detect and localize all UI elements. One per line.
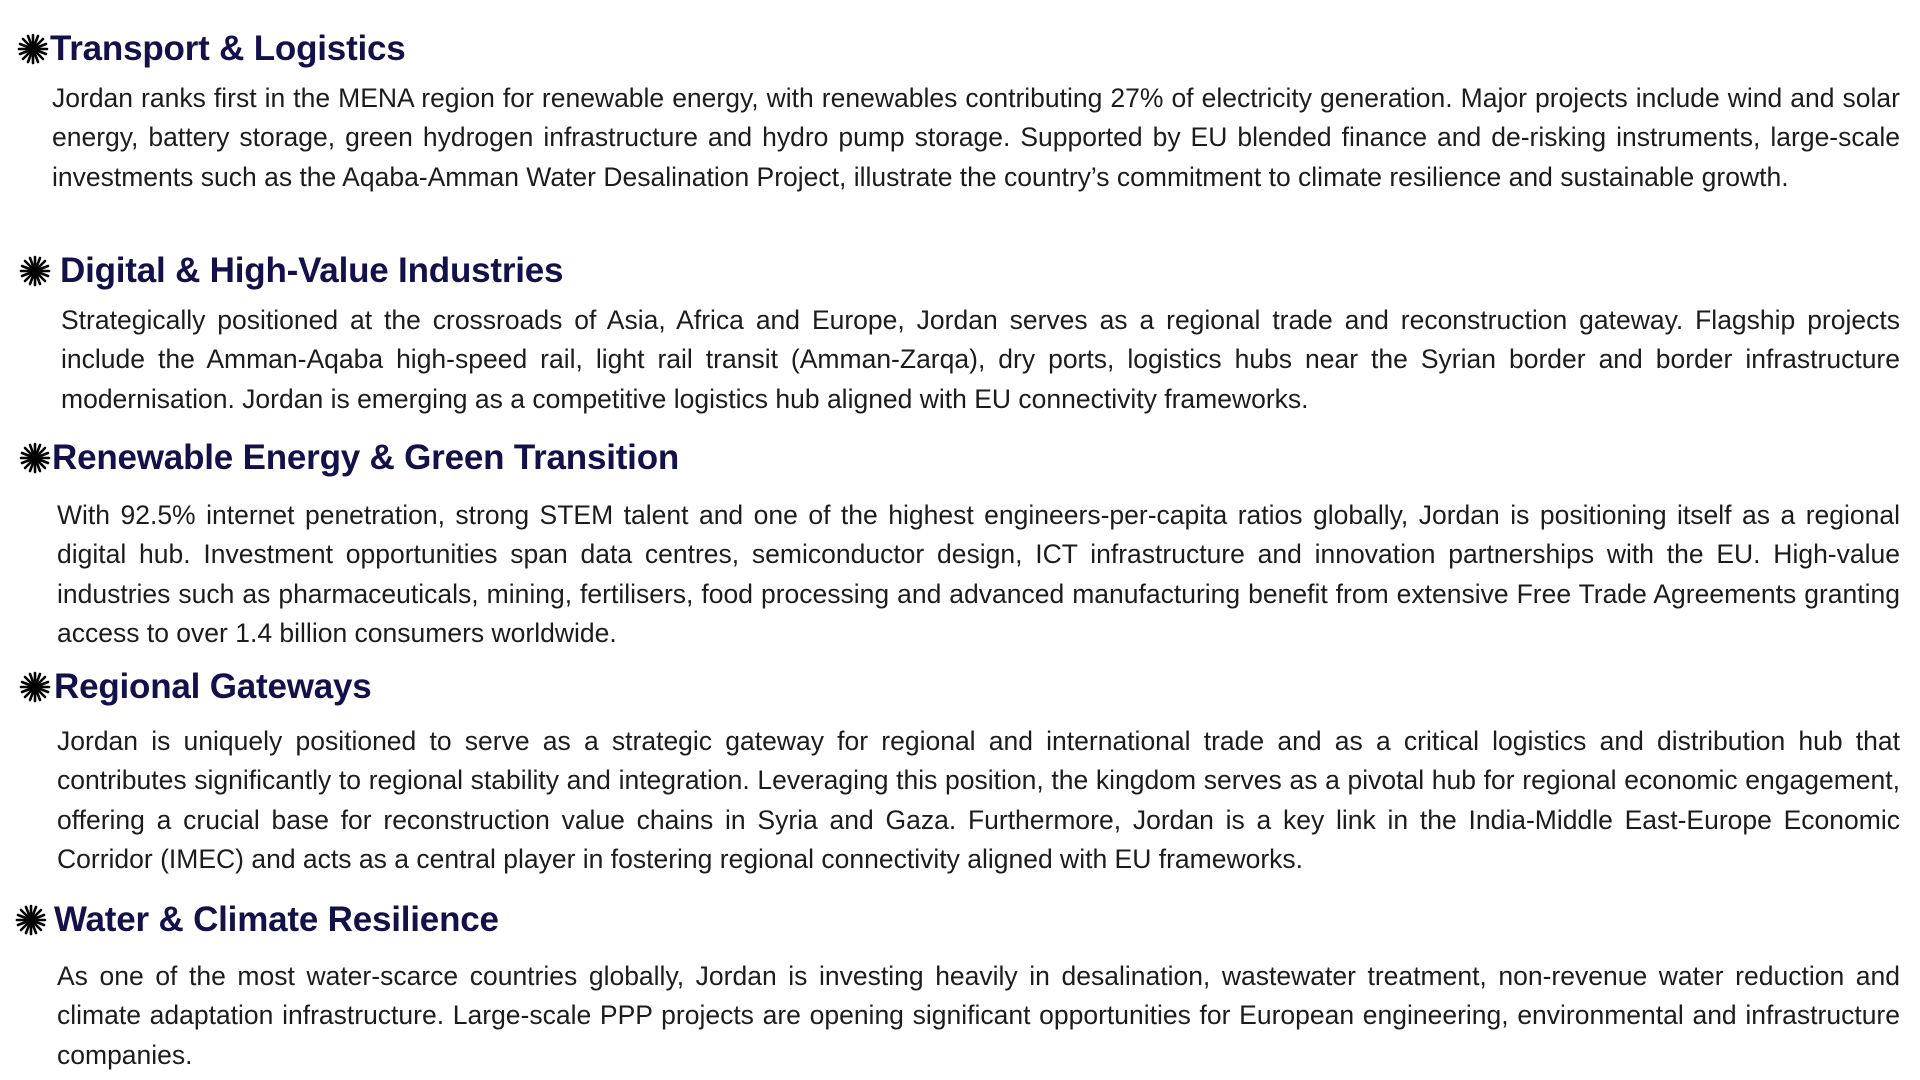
asterisk-star-icon	[18, 670, 52, 704]
section-title: Water & Climate Resilience	[54, 900, 499, 939]
section-title: Digital & High-Value Industries	[60, 251, 564, 290]
section-heading	[16, 25, 406, 73]
section-paragraph: With 92.5% internet penetration, strong STEM talent and one of the highest engineers-per-capita ratios globally, Jordan is positioning itself as a regional digital hub. Investment opportunities span data centres, semiconductor design, ICT infrastructure and innovation partnerships with the EU. High-value industries such as pharmaceuticals, mining, fertilisers, food processing and advanced manufacturing benefit from extensive Free Trade Agreements granting access to over 1.4 billion consumers worldwide.	[57, 500, 1900, 649]
section-paragraph: Jordan ranks first in the MENA region for renewable energy, with renewables contributing 27% of electricity generation. Major projects include wind and solar energy, battery storage, green hydrogen infrastructure and hydro pump storage. Supported by EU blended finance and de-risking instruments, large-scale investments such as the Aqaba-Amman Water Desalination Project, illustrate the country’s commitment to climate resilience and sustainable growth.	[52, 83, 1900, 192]
section-title: Regional Gateways	[54, 667, 372, 706]
section-heading	[18, 247, 563, 295]
section-heading	[18, 663, 372, 711]
section-heading	[18, 434, 679, 482]
section-heading	[14, 896, 499, 944]
section-title: Renewable Energy & Green Transition	[52, 438, 680, 477]
asterisk-star-icon	[18, 441, 52, 475]
asterisk-star-icon	[16, 32, 50, 66]
asterisk-star-icon	[14, 903, 48, 937]
asterisk-star-icon	[18, 254, 52, 288]
section-paragraph: As one of the most water-scarce countries globally, Jordan is investing heavily in desalination, wastewater treatment, non-revenue water reduction and climate adaptation infrastructure. Large-scale PPP projects are opening significant opportunities for European engineering, environmental and infrastructure companies.	[57, 961, 1900, 1070]
section-title: Transport & Logistics	[50, 29, 406, 68]
section-paragraph: Strategically positioned at the crossroads of Asia, Africa and Europe, Jordan serves as a regional trade and reconstruction gateway. Flagship projects include the Amman-Aqaba high-speed rail, light rail transit (Amman-Zarqa), dry ports, logistics hubs near the Syrian border and border infrastructure modernisation. Jordan is emerging as a competitive logistics hub aligned with EU connectivity frameworks.	[61, 305, 1900, 414]
section-paragraph: Jordan is uniquely positioned to serve as a strategic gateway for regional and international trade and as a critical logistics and distribution hub that contributes significantly to regional stability and integration. Leveraging this position, the kingdom serves as a pivotal hub for regional economic engagement, offering a crucial base for reconstruction value chains in Syria and Gaza. Furthermore, Jordan is a key link in the India-Middle East-Europe Economic Corridor (IMEC) and acts as a central player in fostering regional connectivity aligned with EU frameworks.	[57, 726, 1900, 875]
